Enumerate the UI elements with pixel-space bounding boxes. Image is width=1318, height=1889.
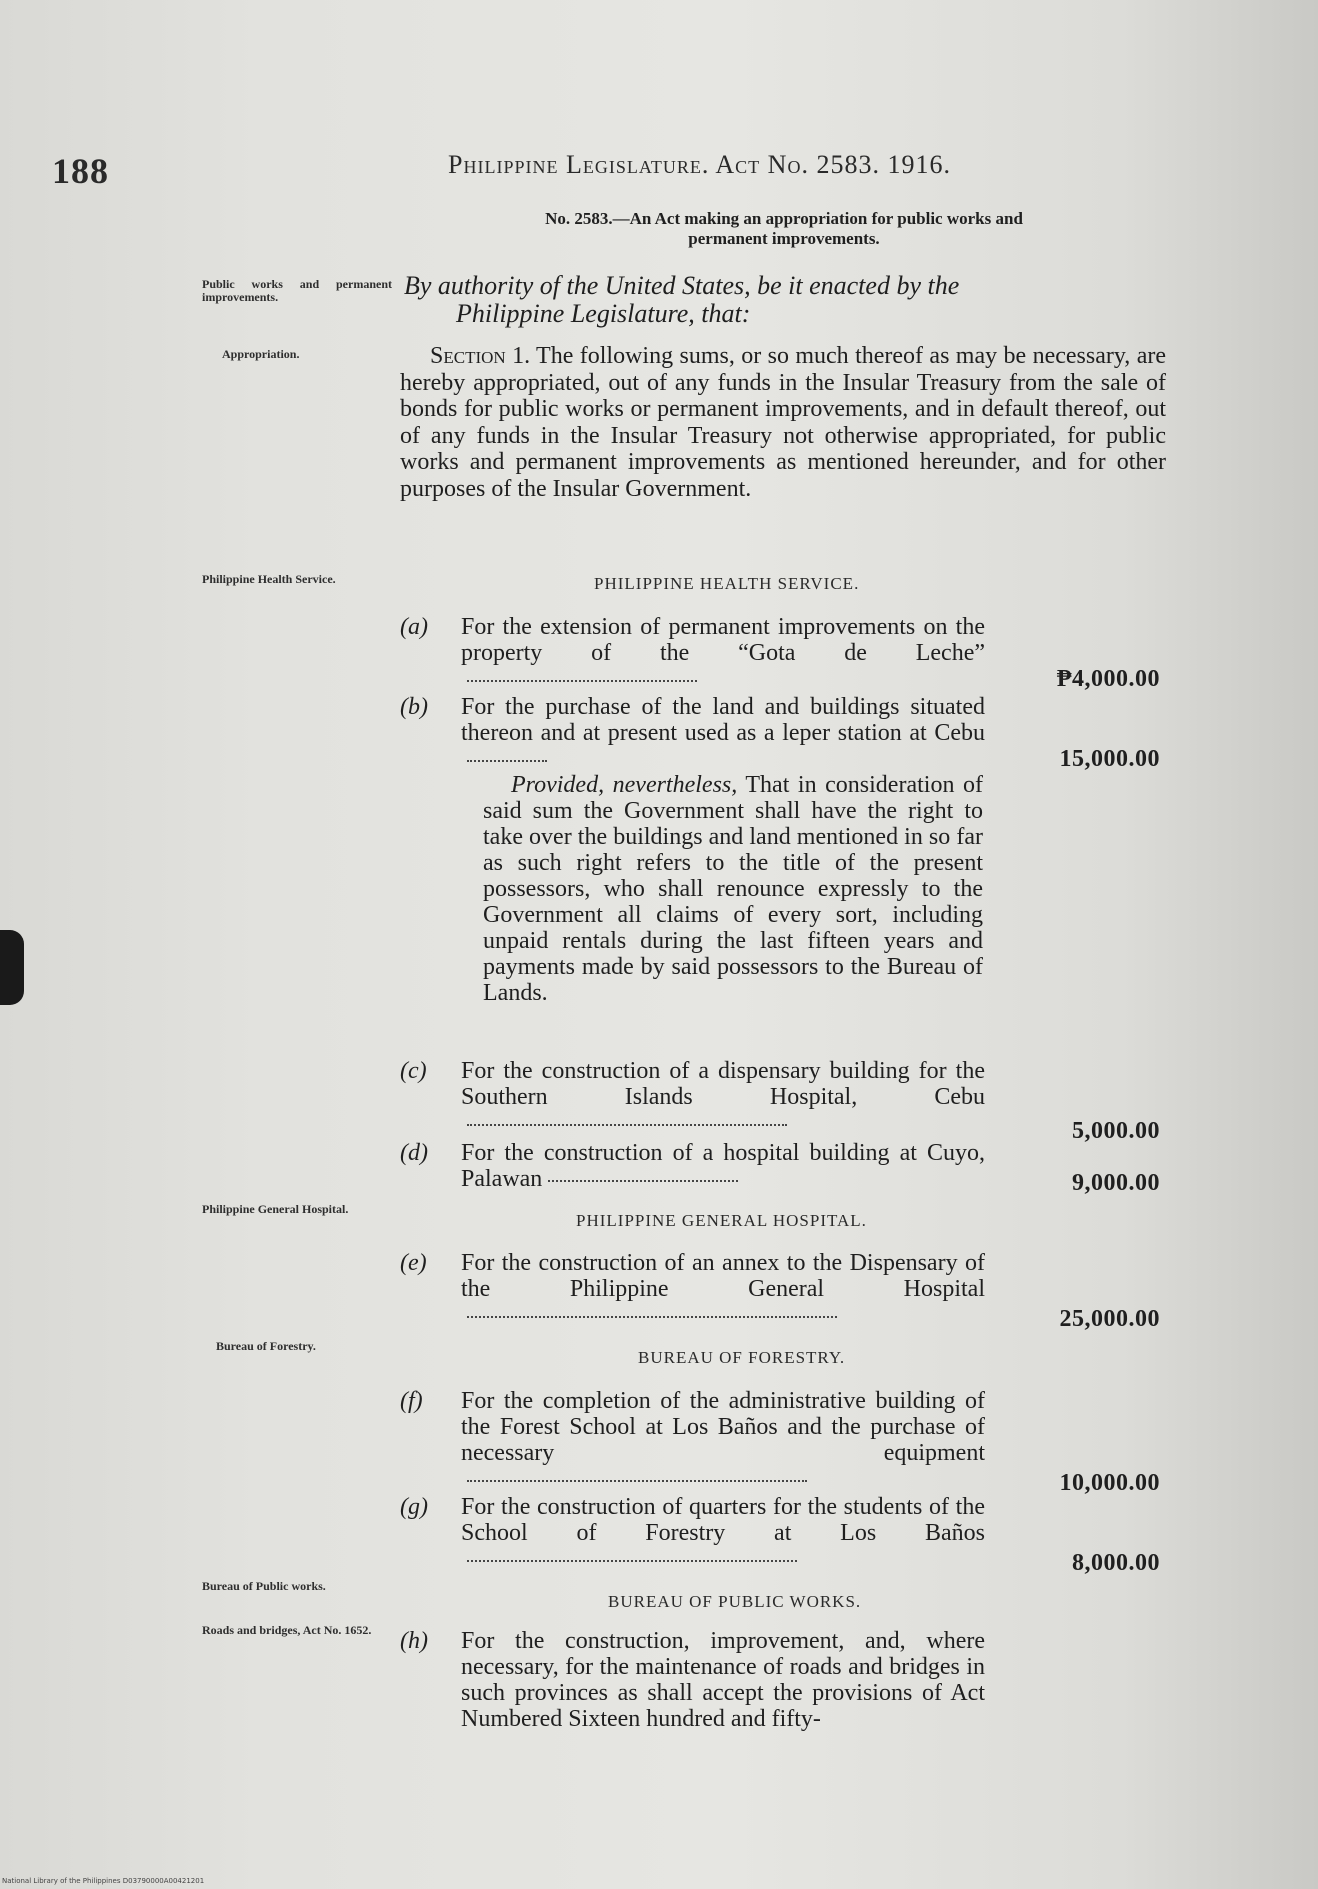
section-1-text: The following sums, or so much thereof as may be necessary, are hereby appropriated, out of any funds in the Insular Treasury from the sale of bonds for public works or permanent improvements, and in default thereof, out of any funds in the Insular Treasury not otherwise appropriated, for public works and permanent improvements as mentioned hereunder, and for other purposes of the Insular Government. [400, 343, 1166, 502]
margin-note-roads: Roads and bridges, Act No. 1652. [202, 1623, 372, 1637]
enacting-clause [404, 272, 1166, 328]
item-d-text: For the construction of a hospital building at Cuyo, Palawan [461, 1140, 985, 1192]
item-h [400, 1628, 985, 1732]
leader-dots [467, 1480, 807, 1482]
subhead-forestry: BUREAU OF FORESTRY. [638, 1348, 846, 1367]
item-b-amount: 15,000.00 [1059, 746, 1160, 772]
margin-note-public-works-bureau: Bureau of Public works. [202, 1579, 326, 1593]
margin-note-general-hospital: Philippine General Hospital. [202, 1202, 349, 1216]
subhead-public-works: BUREAU OF PUBLIC WORKS. [608, 1592, 862, 1611]
proviso-text: That in consideration of said sum the Government shall have the right to take over the buildings and land mentioned in so far as such right refers to the title of the present possessors, who shall renounce expressly to the Government all claims of every sort, including unpaid rentals during the last fifteen years and payments made by said possessors to the Bureau of Lands. [483, 772, 983, 1006]
margin-note-appropriation: Appropriation. [222, 347, 300, 361]
proviso-paragraph [483, 772, 983, 1006]
item-h-text: For the construction, improvement, and, where necessary, for the maintenance of roads and bridges in such provinces as shall accept the provisions of Act Numbered Sixteen hundred and fifty- [461, 1628, 985, 1732]
leader-dots [467, 760, 547, 762]
margin-note-public-works: Public works and permanent improvements. [202, 277, 392, 304]
item-f-amount: 10,000.00 [1059, 1470, 1160, 1496]
item-g-label: (g) [400, 1494, 428, 1520]
item-d [400, 1140, 985, 1192]
act-heading-line1: No. 2583.—An Act making an appropriation for public works and [545, 209, 1023, 228]
item-g-text: For the construction of quarters for the students of the School of Forestry at Los Baños [461, 1494, 985, 1546]
item-g-amount: 8,000.00 [1072, 1550, 1160, 1576]
item-c-label: (c) [400, 1058, 427, 1084]
margin-note-forestry: Bureau of Forestry. [216, 1339, 316, 1353]
item-e-amount: 25,000.00 [1059, 1306, 1160, 1332]
item-e-text: For the construction of an annex to the Dispensary of the Philippine General Hospital [461, 1250, 985, 1302]
item-a-label: (a) [400, 614, 428, 640]
item-a [400, 614, 985, 692]
item-c-amount: 5,000.00 [1072, 1118, 1160, 1144]
item-e [400, 1250, 985, 1328]
page-number: 188 [52, 151, 109, 191]
item-a-text: For the extension of permanent improvements on the property of the “Gota de Leche” [461, 614, 985, 666]
item-b-label: (b) [400, 694, 428, 720]
enacting-line1: By authority of the United States, be it enacted by the [404, 271, 960, 300]
proviso-lead: Provided, nevertheless, [511, 772, 738, 798]
leader-dots [467, 1124, 787, 1126]
item-d-amount: 9,000.00 [1072, 1170, 1160, 1196]
item-f-text: For the completion of the administrative building of the Forest School at Los Baños and the purchase of necessary equipment [461, 1388, 985, 1466]
running-head: Philippine Legislature. Act No. 2583. 1916. [448, 150, 951, 179]
item-a-amount: ₱4,000.00 [1056, 666, 1160, 692]
leader-dots [548, 1180, 738, 1182]
item-d-label: (d) [400, 1140, 428, 1166]
item-g [400, 1494, 985, 1572]
margin-note-health-service: Philippine Health Service. [202, 572, 336, 586]
section-1-paragraph [400, 343, 1166, 502]
subhead-health-service: PHILIPPINE HEALTH SERVICE. [594, 574, 860, 593]
binding-shadow [0, 930, 24, 1005]
item-c [400, 1058, 985, 1136]
act-heading [404, 209, 1164, 249]
leader-dots [467, 1316, 837, 1318]
item-c-text: For the construction of a dispensary building for the Southern Islands Hospital, Cebu [461, 1058, 985, 1110]
item-f [400, 1388, 985, 1492]
leader-dots [467, 680, 697, 682]
item-b [400, 694, 985, 772]
item-e-label: (e) [400, 1250, 427, 1276]
section-1-lead: Section 1. [430, 343, 531, 369]
subhead-general-hospital: PHILIPPINE GENERAL HOSPITAL. [576, 1211, 867, 1230]
item-h-label: (h) [400, 1628, 428, 1654]
item-b-text: For the purchase of the land and buildings situated thereon and at present used as a leper station at Cebu [461, 694, 985, 746]
act-heading-line2: permanent improvements. [688, 229, 880, 248]
item-f-label: (f) [400, 1388, 423, 1414]
leader-dots [467, 1560, 797, 1562]
scan-credit: National Library of the Philippines D03790000A00421201 [2, 1877, 205, 1885]
enacting-line2: Philippine Legislature, that: [456, 299, 751, 328]
